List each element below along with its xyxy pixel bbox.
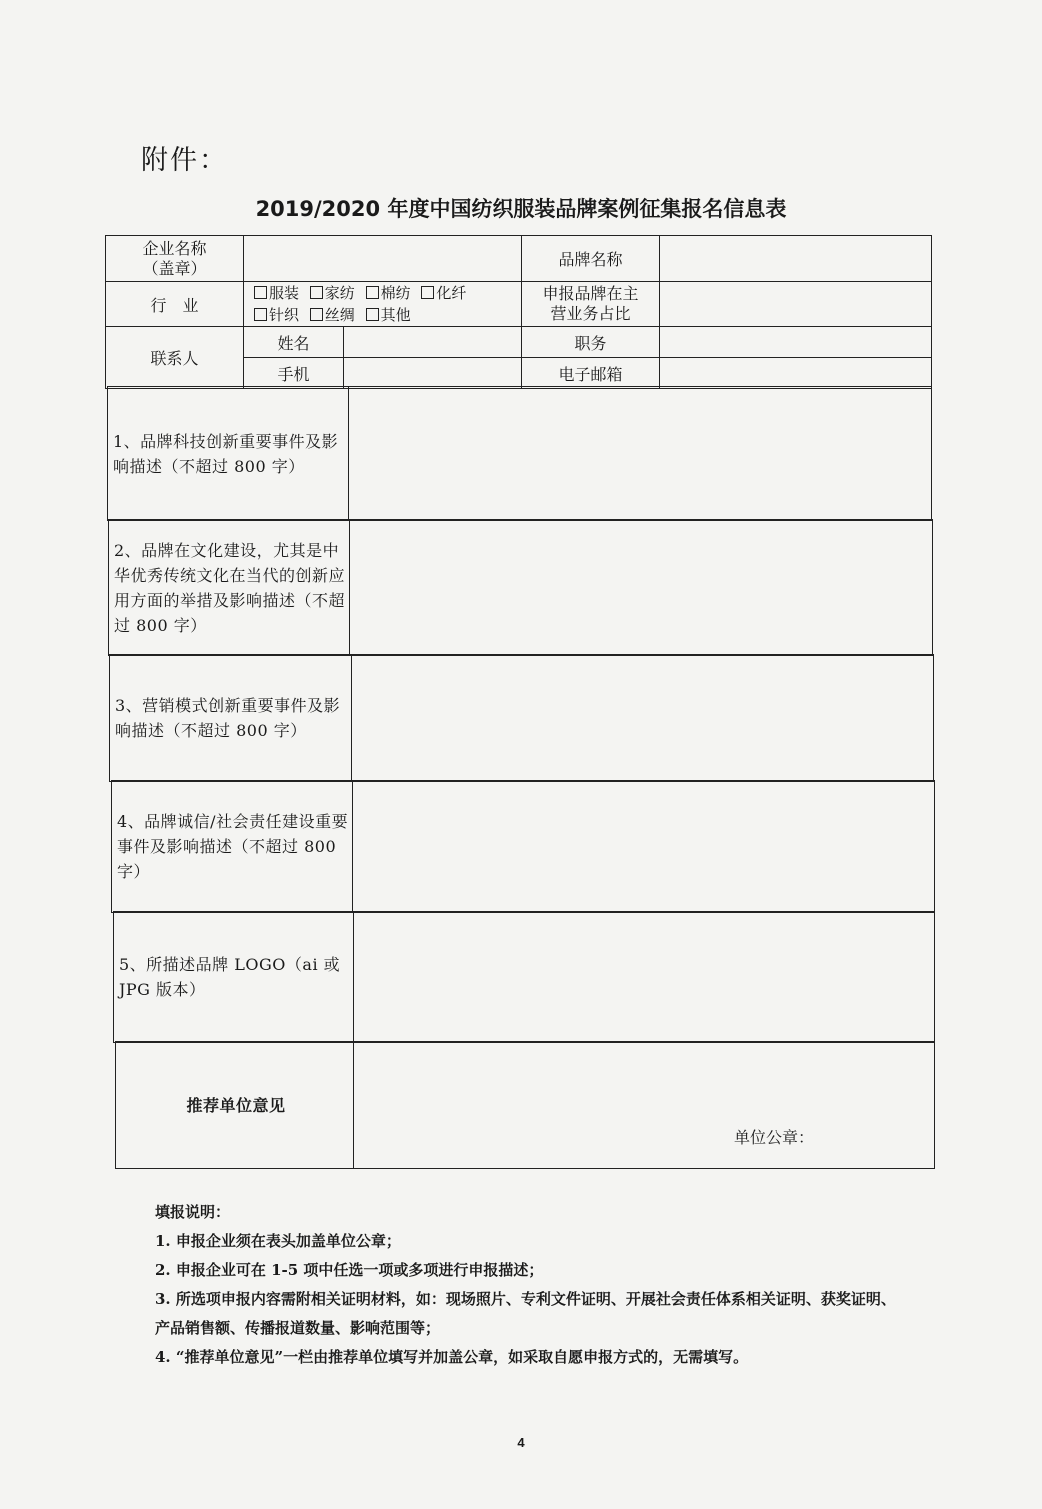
checkbox-icon[interactable] [310, 286, 323, 299]
checkbox-icon[interactable] [310, 308, 323, 321]
checkbox-icon[interactable] [254, 286, 267, 299]
note-item: 1. 申报企业须在表头加盖单位公章； [155, 1232, 401, 1250]
checkbox-icon[interactable] [366, 308, 379, 321]
section-label: 3、营销模式创新重要事件及影响描述（不超过 800 字） [110, 655, 352, 781]
note-item: 4. “推荐单位意见”一栏由推荐单位填写并加盖公章，如采取自愿申报方式的，无需填写。 [155, 1348, 749, 1366]
section-field[interactable] [353, 781, 934, 912]
name-field[interactable] [344, 327, 522, 358]
industry-options [244, 282, 522, 327]
section-label: 2、品牌在文化建设，尤其是中华优秀传统文化在当代的创新应用方面的举措及影响描述（不超过 800 字） [109, 520, 350, 655]
note-item: 2. 申报企业可在 1-5 项中任选一项或多项进行申报描述； [155, 1261, 544, 1279]
checkbox-icon[interactable] [421, 286, 434, 299]
email-field[interactable] [660, 358, 932, 389]
company-name-field[interactable] [244, 236, 522, 282]
page-title: 2019/2020 年度中国纺织服装品牌案例征集报名信息表 [255, 197, 787, 221]
section-row [109, 654, 934, 782]
industry-option[interactable]: 服装 [254, 284, 299, 302]
checkbox-icon[interactable] [366, 286, 379, 299]
industry-option[interactable]: 丝绸 [310, 306, 355, 324]
email-label: 电子邮箱 [522, 358, 660, 389]
checkbox-icon[interactable] [254, 308, 267, 321]
industry-option[interactable]: 家纺 [310, 284, 355, 302]
recommend-row [115, 1041, 935, 1169]
attachment-label: 附件： [141, 145, 228, 176]
brand-share-label: 申报品牌在主营业务占比 [522, 282, 660, 327]
section-label: 1、品牌科技创新重要事件及影响描述（不超过 800 字） [108, 387, 349, 520]
recommend-label: 推荐单位意见 [116, 1042, 354, 1168]
section-row [111, 780, 935, 913]
company-name-label: 企业名称 （盖章） [106, 236, 244, 282]
seal-note: （盖章） [142, 258, 207, 278]
section-row [113, 911, 935, 1043]
mobile-label: 手机 [244, 358, 344, 389]
notes-title: 填报说明： [155, 1203, 231, 1221]
notes [155, 1198, 900, 1372]
brand-share-field[interactable] [660, 282, 932, 327]
contact-label: 联系人 [106, 327, 244, 389]
section-field[interactable] [352, 655, 933, 781]
position-field[interactable] [660, 327, 932, 358]
name-label: 姓名 [244, 327, 344, 358]
section-label: 5、所描述品牌 LOGO（ai 或 JPG 版本） [114, 912, 354, 1042]
brand-name-field[interactable] [660, 236, 932, 282]
page-number: 4 [517, 1435, 525, 1450]
industry-option[interactable]: 化纤 [421, 284, 466, 302]
info-table [105, 235, 932, 389]
seal-label: 单位公章： [733, 1128, 814, 1147]
section-field[interactable] [354, 912, 934, 1042]
section-field[interactable] [349, 387, 931, 520]
industry-option[interactable]: 其他 [366, 306, 411, 324]
section-row [108, 519, 933, 656]
section-row [107, 386, 932, 521]
industry-option[interactable]: 针织 [254, 306, 299, 324]
mobile-field[interactable] [344, 358, 522, 389]
recommend-field[interactable] [354, 1042, 934, 1168]
section-field[interactable] [350, 520, 932, 655]
note-item: 3. 所选项申报内容需附相关证明材料，如：现场照片、专利文件证明、开展社会责任体系相关证明、获奖证明、产品销售额、传播报道数量、影响范围等； [155, 1290, 896, 1337]
brand-name-label: 品牌名称 [522, 236, 660, 282]
industry-option[interactable]: 棉纺 [366, 284, 411, 302]
section-label: 4、品牌诚信/社会责任建设重要事件及影响描述（不超过 800 字） [112, 781, 353, 912]
position-label: 职务 [522, 327, 660, 358]
industry-label: 行 业 [106, 282, 244, 327]
